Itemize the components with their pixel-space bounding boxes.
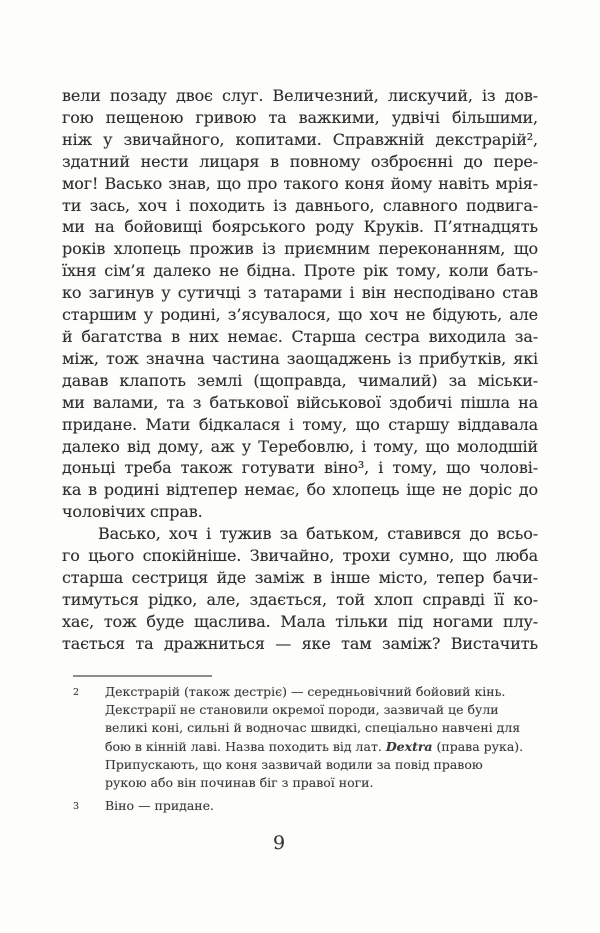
latin-term: Dextra: [385, 738, 433, 754]
footnote-line: Декстрарії не становили окремої породи, зазвичай це були: [105, 702, 499, 718]
text-line: ко загинув у сутичці з татарами і він несподівано став: [62, 283, 538, 303]
footnote-text: [105, 797, 545, 815]
text-line: давав клапоть землі (щоправда, чималий) за міськи-: [62, 370, 538, 390]
text-line: далеко від дому, аж у Теребовлю, і тому, що молодшій: [62, 436, 538, 456]
footnote-divider: [73, 675, 212, 677]
body-text: [62, 85, 538, 655]
page-number: 9: [272, 832, 286, 854]
text-line: тимуться рідко, але, здається, той хлоп справді її ко-: [62, 589, 538, 609]
text-line: Васько, хоч і тужив за батьком, ставився до всьо-: [98, 524, 538, 544]
footnote: [73, 797, 545, 816]
text-line: старшим у родині, з’ясувалося, що хоч не бідують, але: [62, 305, 538, 325]
text-line: років хлопець прожив із приємним переконанням, що: [62, 239, 538, 259]
text-line: чоловічих справ.: [62, 502, 203, 522]
text-line: хає, тож буде щаслива. Мала тільки під ногами плу-: [62, 611, 538, 631]
text-line: вели позаду двоє слуг. Величезний, лискучий, із дов-: [62, 86, 538, 105]
footnote-marker: 3: [73, 801, 80, 813]
footnote-line: Декстрарій (також дестріє) — середньовічний бойовий кінь.: [105, 684, 506, 699]
text-line: між, тож значна частина заощаджень із прибутків, які: [62, 348, 538, 368]
footnote-marker: 2: [73, 687, 80, 698]
text-line: ка в родині відтепер немає, бо хлопець іще не доріс до: [62, 480, 538, 500]
text-line: їхня сім’я далеко не бідна. Проте рік тому, коли бать-: [62, 261, 538, 281]
text-line: ми валами, та з батькової військової здобичі пішла на: [62, 392, 538, 412]
footnote: [73, 683, 545, 792]
footnote-line: рукою або він починав біг з правої ноги.: [105, 775, 374, 791]
text-line: ми на бойовищі боярського роду Круків. П’ятнадцять: [62, 217, 538, 237]
footnote-text: [105, 683, 545, 792]
text-line: гою пещеною гривою та важкими, удвічі більшими,: [62, 107, 538, 127]
text-line: придане. Мати бідкалася і тому, що старшу віддавала: [62, 414, 538, 434]
text-line: й багатства в них немає. Старша сестра виходила за-: [62, 326, 538, 346]
text-line: тається та дражниться — яке там заміж? Вистачить: [62, 633, 538, 653]
text-line: ніж у звичайного, копитами. Справжній декстрарій²,: [62, 129, 538, 149]
text-line: доньці треба також готувати віно³, і тому, що чолові-: [62, 458, 538, 478]
text-line: ти зась, хоч і походить із давнього, славного подвига-: [62, 195, 538, 215]
text-line: мог! Васько знав, що про такого коня йому навіть мрія-: [62, 173, 538, 193]
footnotes: [73, 683, 545, 816]
footnote-line: бою в кінній лаві. Назва походить від лат. Dextra (права рука).: [105, 738, 524, 754]
footnote-line: Віно — придане.: [105, 798, 215, 814]
text-line: старша сестриця йде заміж в інше місто, тепер бачи-: [62, 567, 538, 587]
footnote-line: Припускають, що коня зазвичай водили за повід правою: [105, 756, 483, 772]
text-line: здатний нести лицаря в повному озброєнні до пере-: [62, 151, 538, 171]
text-line: го цього спокійніше. Звичайно, трохи сумно, що люба: [62, 546, 538, 566]
footnote-line: великі коні, сильні й водночас швидкі, спеціально навчені для: [105, 720, 521, 736]
